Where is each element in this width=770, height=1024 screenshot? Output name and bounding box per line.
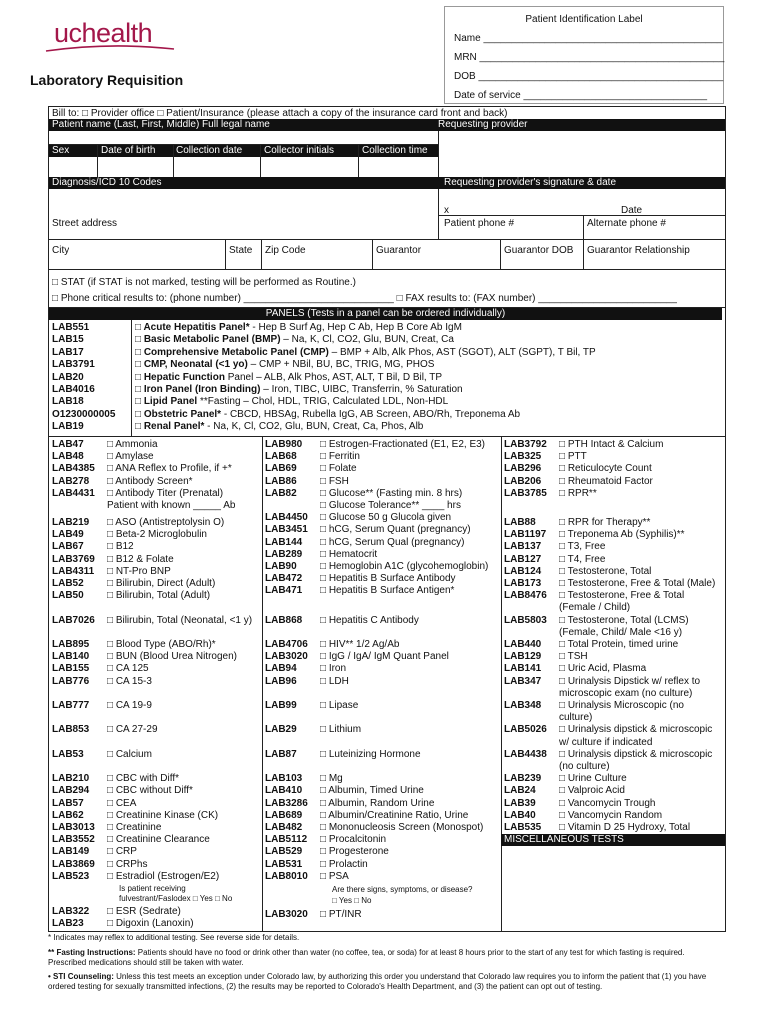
test-code: LAB482 <box>265 822 303 834</box>
test-name: □ Testosterone, Free & Total (Male) <box>559 578 716 590</box>
test-code: LAB5026 <box>504 724 547 736</box>
test-code: LAB3869 <box>52 858 95 870</box>
panel-code: LAB551 <box>52 322 90 333</box>
panel-components: - Na, K, Cl, CO2, Glu, BUN, Creat, Ca, Phos, Alb <box>204 421 424 433</box>
test-name: □ Uric Acid, Plasma <box>559 663 647 675</box>
test-code: LAB52 <box>52 578 84 590</box>
test-code: LAB86 <box>265 475 297 487</box>
test-code: LAB980 <box>265 439 303 450</box>
footnote-sti <box>48 972 738 992</box>
test-code: LAB3020 <box>265 651 308 663</box>
panel-row[interactable] <box>49 384 725 396</box>
test-name: □ Urine Culture <box>559 773 627 785</box>
test-code: LAB47 <box>52 439 84 450</box>
test-note[interactable]: fulvestrant/Faslodex □ Yes □ No <box>119 893 233 903</box>
test-code: LAB50 <box>52 590 84 602</box>
sex-row-header <box>49 145 438 157</box>
test-code: LAB94 <box>265 663 297 675</box>
panel-code: LAB19 <box>52 421 84 433</box>
test-code: LAB5112 <box>265 834 308 846</box>
test-name: □ RPR for Therapy** <box>559 517 651 529</box>
panel-row[interactable] <box>49 359 725 371</box>
test-name: □ PTH Intact & Calcium <box>559 439 664 450</box>
test-name: □ T4, Free <box>559 553 606 565</box>
test-name: □ Vancomycin Trough <box>559 797 656 809</box>
test-code: LAB124 <box>504 565 542 577</box>
test-code: LAB48 <box>52 451 84 463</box>
pid-mrn-line[interactable]: MRN ____________________________________________ <box>454 52 725 63</box>
panel-code: LAB17 <box>52 346 84 358</box>
panel-row[interactable] <box>49 421 725 433</box>
test-code: LAB278 <box>52 475 90 487</box>
test-name: □ CBC without Diff* <box>107 785 193 797</box>
test-name: □ Lithium <box>320 724 362 736</box>
panel-components: **Fasting – Chol, HDL, TRIG, Calculated LDL, Non-HDL <box>197 396 449 408</box>
test-code: LAB895 <box>52 639 90 651</box>
test-name: □ CA 19-9 <box>107 700 152 712</box>
test-name: □ CA 27-29 <box>107 724 158 736</box>
test-name: □ BUN (Blood Urea Nitrogen) <box>107 651 237 663</box>
panel-desc[interactable] <box>135 322 462 334</box>
test-name: □ ANA Reflex to Profile, if +* <box>107 463 232 475</box>
patient-name-label: Patient name (Last, First, Middle) Full legal name <box>52 119 270 130</box>
test-name: □ Hemoglobin A1C (glycohemoglobin) <box>320 561 489 572</box>
test-code: LAB689 <box>265 809 303 821</box>
test-code: LAB1197 <box>504 529 547 541</box>
form-title: Laboratory Requisition <box>30 72 184 88</box>
test-code: LAB3792 <box>504 439 547 450</box>
sti-text-2: ordered testing for sexually transmitted infections, (2) the results may be reported to Colorado's Health Department, and (3) the patient can opt out of testing. <box>48 982 603 991</box>
guarantor-relationship-label[interactable]: Guarantor Relationship <box>587 245 690 256</box>
stat-checkbox-line[interactable]: □ STAT (if STAT is not marked, testing will be performed as Routine.) <box>52 277 356 288</box>
test-name: □ Progesterone <box>320 846 389 858</box>
test-name: □ Antibody Titer (Prenatal) <box>107 487 224 499</box>
test-code: LAB141 <box>504 663 542 675</box>
test-code: LAB144 <box>265 536 303 548</box>
test-name: □ Reticulocyte Count <box>559 463 652 475</box>
test-name: □ Hematocrit <box>320 548 378 560</box>
test-code: LAB523 <box>52 870 90 882</box>
test-code: LAB67 <box>52 541 84 553</box>
test-code: LAB4385 <box>52 463 95 475</box>
test-name: □ Ferritin <box>320 451 360 463</box>
test-name: □ Rheumatoid Factor <box>559 475 653 487</box>
panel-components: – Iron, TIBC, UIBC, Transferrin, % Saturation <box>260 384 463 395</box>
test-code: LAB90 <box>265 561 297 572</box>
test-code: LAB173 <box>504 578 542 590</box>
collection-date-label: Collection date <box>176 145 243 156</box>
test-name: □ HIV** 1/2 Ag/Ab <box>320 639 400 651</box>
test-name: □ Testosterone, Total <box>559 565 652 577</box>
test-code: LAB206 <box>504 475 542 487</box>
panel-code: LAB15 <box>52 334 84 346</box>
collection-time-label: Collection time <box>362 145 428 156</box>
panel-code: LAB20 <box>52 371 84 383</box>
test-code: LAB325 <box>504 451 542 463</box>
panel-name: □ Acute Hepatitis Panel* <box>135 322 250 333</box>
test-code: LAB68 <box>265 451 297 463</box>
panel-row[interactable] <box>49 396 725 408</box>
test-name: □ Estrogen-Fractionated (E1, E2, E3) <box>320 439 486 450</box>
test-name: □ Urinalysis dipstick & microscopic <box>559 724 713 736</box>
test-code: LAB4438 <box>504 748 547 760</box>
test-code: LAB137 <box>504 541 542 553</box>
panel-name: □ Hepatic Function <box>135 371 225 383</box>
panel-name: □ Basic Metabolic Panel (BMP) <box>135 334 281 346</box>
requesting-provider-label: Requesting provider <box>438 119 528 130</box>
panel-desc[interactable] <box>135 421 423 433</box>
pid-dob-line[interactable]: DOB ____________________________________________ <box>454 71 724 82</box>
panel-row[interactable] <box>49 334 725 346</box>
test-name: □ RPR** <box>559 487 597 499</box>
test-name: □ Mononucleosis Screen (Monospot) <box>320 822 484 834</box>
signature-date[interactable]: Date <box>621 205 643 216</box>
test-name: □ Beta-2 Microglobulin <box>107 529 207 541</box>
panel-row[interactable] <box>49 372 725 384</box>
test-name: □ Urinalysis Microscopic (no <box>559 700 684 712</box>
test-code: LAB88 <box>504 517 536 529</box>
logo-swoosh-icon <box>44 40 176 54</box>
panels-section <box>48 307 726 437</box>
test-code: LAB155 <box>52 663 90 675</box>
test-code: LAB96 <box>265 675 297 687</box>
test-code: LAB777 <box>52 700 90 712</box>
alternate-phone-label[interactable]: Alternate phone # <box>587 218 666 229</box>
panel-desc[interactable] <box>135 347 596 359</box>
fasting-text-2: Prescribed medications should still be taken with water. <box>48 958 244 967</box>
test-name: □ Hepatitis B Surface Antibody <box>320 573 456 585</box>
test-code: LAB239 <box>504 773 542 785</box>
test-name: □ B12 <box>107 541 134 553</box>
test-code: LAB149 <box>52 846 90 858</box>
individual-tests-section <box>48 436 726 932</box>
test-name: □ Amylase <box>107 451 154 463</box>
test-code: LAB129 <box>504 651 542 663</box>
panel-components: – CMP + NBil, BU, BC, TRIG, MG, PHOS <box>247 359 435 371</box>
test-name: □ CRPhs <box>107 858 148 870</box>
test-code: LAB531 <box>265 858 303 870</box>
test-code: LAB347 <box>504 675 542 687</box>
test-name: □ CRP <box>107 846 137 858</box>
test-name: □ Prolactin <box>320 858 368 870</box>
test-name: □ Iron <box>320 663 347 675</box>
test-code: LAB8010 <box>265 870 308 882</box>
test-name: w/ culture if indicated <box>559 736 653 748</box>
test-name: □ Creatinine <box>107 822 162 834</box>
test-name: □ Total Protein, timed urine <box>559 639 679 651</box>
test-name: □ CA 125 <box>107 663 149 675</box>
test-name: □ hCG, Serum Quant (pregnancy) <box>320 524 471 536</box>
test-code: LAB535 <box>504 822 542 834</box>
test-code: LAB82 <box>265 487 297 499</box>
footnote-reflex: * Indicates may reflex to additional testing. See reverse side for details. <box>48 933 300 942</box>
uchealth-logo: uchealth <box>54 18 153 48</box>
test-name: □ Testosterone, Total (LCMS) <box>559 614 689 626</box>
test-code: LAB210 <box>52 773 90 785</box>
test-name: □ ESR (Sedrate) <box>107 906 181 918</box>
test-code: LAB4450 <box>265 512 308 524</box>
test-code: LAB3785 <box>504 487 547 499</box>
patient-name-header <box>49 119 725 131</box>
test-name: □ PSA <box>320 870 349 882</box>
panel-row[interactable] <box>49 347 725 359</box>
test-code: LAB294 <box>52 785 90 797</box>
test-code: LAB529 <box>265 846 303 858</box>
test-note[interactable]: Is patient receiving <box>119 884 186 894</box>
footnote-fasting <box>48 948 738 968</box>
test-note[interactable]: Are there signs, symptoms, or disease? <box>332 885 473 895</box>
test-code: LAB3769 <box>52 553 95 565</box>
test-code: LAB472 <box>265 573 303 585</box>
test-code: LAB4706 <box>265 639 308 651</box>
test-name: □ Folate <box>320 463 357 475</box>
test-name: □ Vitamin D 25 Hydroxy, Total <box>559 822 691 834</box>
panel-components: - Hep B Surf Ag, Hep C Ab, Hep B Core Ab IgM <box>249 322 462 333</box>
pid-name-line[interactable]: Name ___________________________________________ <box>454 33 723 44</box>
test-code: LAB7026 <box>52 614 95 626</box>
bill-to-line[interactable]: Bill to: □ Provider office □ Patient/Insurance (please attach a copy of the insurance card front and back) <box>52 108 508 119</box>
test-code: LAB410 <box>265 785 303 797</box>
test-name: (Female / Child) <box>559 602 631 614</box>
test-code: LAB3451 <box>265 524 308 536</box>
test-name: □ Vancomycin Random <box>559 809 663 821</box>
test-name: □ NT-Pro BNP <box>107 565 171 577</box>
test-name: □ Luteinizing Hormone <box>320 748 421 760</box>
panel-desc[interactable] <box>135 359 434 371</box>
test-name: □ Testosterone, Free & Total <box>559 590 685 602</box>
guarantor-label[interactable]: Guarantor <box>376 245 422 256</box>
test-name: □ Blood Type (ABO/Rh)* <box>107 639 216 651</box>
test-name: □ FSH <box>320 475 349 487</box>
test-code: LAB853 <box>52 724 90 736</box>
panel-code: LAB3791 <box>52 359 95 371</box>
test-name: □ Glucose Tolerance** ____ hrs <box>320 500 461 511</box>
phone-fax-line[interactable]: □ Phone critical results to: (phone number) ___________________________ □ FAX results to: (FAX number) _________________________ <box>52 293 678 304</box>
test-code: LAB471 <box>265 585 303 597</box>
panel-desc[interactable] <box>135 372 442 384</box>
test-code: LAB87 <box>265 748 297 760</box>
panel-code: LAB4016 <box>52 384 95 395</box>
test-code: LAB3020 <box>265 908 308 920</box>
test-name: □ Procalcitonin <box>320 834 387 846</box>
test-code: LAB140 <box>52 651 90 663</box>
test-name: □ Lipase <box>320 700 359 712</box>
panel-components: Panel – ALB, Alk Phos, AST, ALT, T Bil, D Bil, TP <box>224 371 443 383</box>
test-name: □ LDH <box>320 675 349 687</box>
panel-desc[interactable] <box>135 396 448 408</box>
diagnosis-header <box>49 177 725 189</box>
test-name: □ PTT <box>559 451 587 463</box>
panel-desc[interactable] <box>135 384 463 396</box>
test-code: LAB8476 <box>504 590 547 602</box>
test-code: LAB103 <box>265 773 303 785</box>
test-name: □ Urinalysis Dipstick w/ reflex to <box>559 675 701 687</box>
provider-signature-label: Requesting provider's signature & date <box>444 177 617 188</box>
panel-name: □ Comprehensive Metabolic Panel (CMP) <box>135 346 329 358</box>
test-code: LAB99 <box>265 700 297 712</box>
panel-name: □ CMP, Neonatal (<1 yo) <box>135 359 248 371</box>
signature-x[interactable]: x <box>444 205 449 216</box>
fasting-label: ** Fasting Instructions: <box>48 948 136 957</box>
test-code: LAB322 <box>52 906 90 918</box>
diagnosis-label: Diagnosis/ICD 10 Codes <box>52 177 162 188</box>
zip-label[interactable]: Zip Code <box>265 245 306 256</box>
test-name: □ Albumin/Creatinine Ratio, Urine <box>320 809 469 821</box>
test-name: □ B12 & Folate <box>107 553 174 565</box>
test-name: □ Urinalysis dipstick & microscopic <box>559 748 713 760</box>
guarantor-dob-label[interactable]: Guarantor DOB <box>504 245 574 256</box>
test-code: LAB127 <box>504 553 542 565</box>
test-name: (no culture) <box>559 761 610 773</box>
collector-initials-label: Collector initials <box>264 145 335 156</box>
test-code: LAB5803 <box>504 614 547 626</box>
test-code: LAB23 <box>52 918 84 930</box>
test-code: LAB57 <box>52 797 84 809</box>
test-code: LAB49 <box>52 529 84 541</box>
test-code: LAB53 <box>52 748 84 760</box>
sti-text: Unless this test meets an exception under Colorado law, by authorizing this order you understand that Colorado law requires you to inform the patient that (1) you have <box>113 972 707 981</box>
panel-name: □ Lipid Panel <box>135 396 198 408</box>
test-code: LAB40 <box>504 809 536 821</box>
test-name: Patient with known _____ Ab <box>107 500 236 511</box>
dob-label: Date of birth <box>101 145 156 156</box>
test-code: LAB69 <box>265 463 297 475</box>
test-name: □ Ammonia <box>107 439 158 450</box>
test-name: □ Hepatitis C Antibody <box>320 614 419 626</box>
patient-id-label <box>444 6 724 104</box>
test-name: culture) <box>559 712 593 724</box>
test-name: □ Antibody Screen* <box>107 475 193 487</box>
street-address-label[interactable]: Street address <box>52 218 118 229</box>
patient-phone-label[interactable]: Patient phone # <box>444 218 515 229</box>
test-code: LAB3552 <box>52 834 95 846</box>
panel-row[interactable] <box>49 409 725 421</box>
test-name: □ Bilirubin, Total (Neonatal, <1 y) <box>107 614 253 626</box>
panel-code: LAB18 <box>52 396 84 408</box>
test-code: LAB296 <box>504 463 542 475</box>
test-code: LAB62 <box>52 809 84 821</box>
test-name: microscopic exam (no culture) <box>559 687 693 699</box>
test-name: □ Mg <box>320 773 343 785</box>
test-name: □ TSH <box>559 651 588 663</box>
panel-components: – BMP + Alb, Alk Phos, AST (SGOT), ALT (SGPT), T Bil, TP <box>328 346 596 358</box>
panel-name: □ Iron Panel (Iron Binding) <box>135 384 261 395</box>
test-name: (Female, Child/ Male <16 y) <box>559 626 683 638</box>
test-code: LAB776 <box>52 675 90 687</box>
patient-info-grid <box>48 106 726 308</box>
panels-header: PANELS (Tests in a panel can be ordered individually) <box>49 308 722 320</box>
test-name: □ Calcium <box>107 748 152 760</box>
test-code: LAB24 <box>504 785 536 797</box>
test-name: □ Valproic Acid <box>559 785 625 797</box>
patient-id-title: Patient Identification Label <box>525 14 643 25</box>
test-name: □ ASO (Antistreptolysin O) <box>107 517 225 529</box>
test-name: □ Hepatitis B Surface Antigen* <box>320 585 455 597</box>
test-note[interactable]: □ Yes □ No <box>332 896 372 906</box>
sex-label: Sex <box>52 145 70 156</box>
test-name: □ Bilirubin, Total (Adult) <box>107 590 211 602</box>
test-code: LAB29 <box>265 724 297 736</box>
test-name: □ Albumin, Random Urine <box>320 797 435 809</box>
test-name: □ IgG / IgA/ IgM Quant Panel <box>320 651 449 663</box>
state-label[interactable]: State <box>229 245 253 256</box>
test-name: □ Digoxin (Lanoxin) <box>107 918 194 930</box>
test-name: □ Glucose 50 g Glucola given <box>320 512 452 524</box>
test-code: LAB348 <box>504 700 542 712</box>
test-name: □ CEA <box>107 797 137 809</box>
test-code: LAB289 <box>265 548 303 560</box>
test-name: □ T3, Free <box>559 541 606 553</box>
panel-components: – Na, K, Cl, CO2, Glu, BUN, Creat, Ca <box>280 334 454 346</box>
pid-dos-line[interactable]: Date of service _________________________________ <box>454 90 708 101</box>
test-code: LAB39 <box>504 797 536 809</box>
test-name: □ Bilirubin, Direct (Adult) <box>107 578 216 590</box>
test-code: LAB3013 <box>52 822 95 834</box>
panel-desc[interactable] <box>135 334 454 346</box>
test-name: □ Albumin, Timed Urine <box>320 785 424 797</box>
panel-desc[interactable] <box>135 409 520 421</box>
test-name: □ Treponema Ab (Syphilis)** <box>559 529 685 541</box>
city-label[interactable]: City <box>52 245 70 256</box>
test-code: LAB4431 <box>52 487 95 499</box>
panel-components: - CBCD, HBSAg, Rubella IgG, AB Screen, ABO/Rh, Treponema Ab <box>221 408 521 420</box>
panel-code: O1230000005 <box>52 408 116 420</box>
test-name: □ CA 15-3 <box>107 675 152 687</box>
test-code: LAB3286 <box>265 797 308 809</box>
panel-name: □ Renal Panel* <box>135 421 205 433</box>
test-code: LAB219 <box>52 517 90 529</box>
test-code: LAB440 <box>504 639 542 651</box>
test-code: LAB4311 <box>52 565 95 577</box>
fasting-text: Patients should have no food or drink other than water (no coffee, tea, or soda) for at least 8 hours prior to the start of any test for which fasting is required. <box>135 948 685 957</box>
sti-label: • STI Counseling: <box>48 972 114 981</box>
test-name: □ Estradiol (Estrogen/E2) <box>107 870 220 882</box>
test-code: LAB868 <box>265 614 303 626</box>
test-name: □ Glucose** (Fasting min. 8 hrs) <box>320 487 463 499</box>
panel-row[interactable] <box>49 322 725 334</box>
test-name: □ PT/INR <box>320 908 362 920</box>
test-name: □ CBC with Diff* <box>107 773 179 785</box>
test-name: □ Creatinine Clearance <box>107 834 210 846</box>
panel-name: □ Obstetric Panel* <box>135 408 222 420</box>
misc-tests-header: MISCELLANEOUS TESTS <box>501 834 725 846</box>
test-name: □ Creatinine Kinase (CK) <box>107 809 219 821</box>
test-name: □ hCG, Serum Qual (pregnancy) <box>320 536 465 548</box>
